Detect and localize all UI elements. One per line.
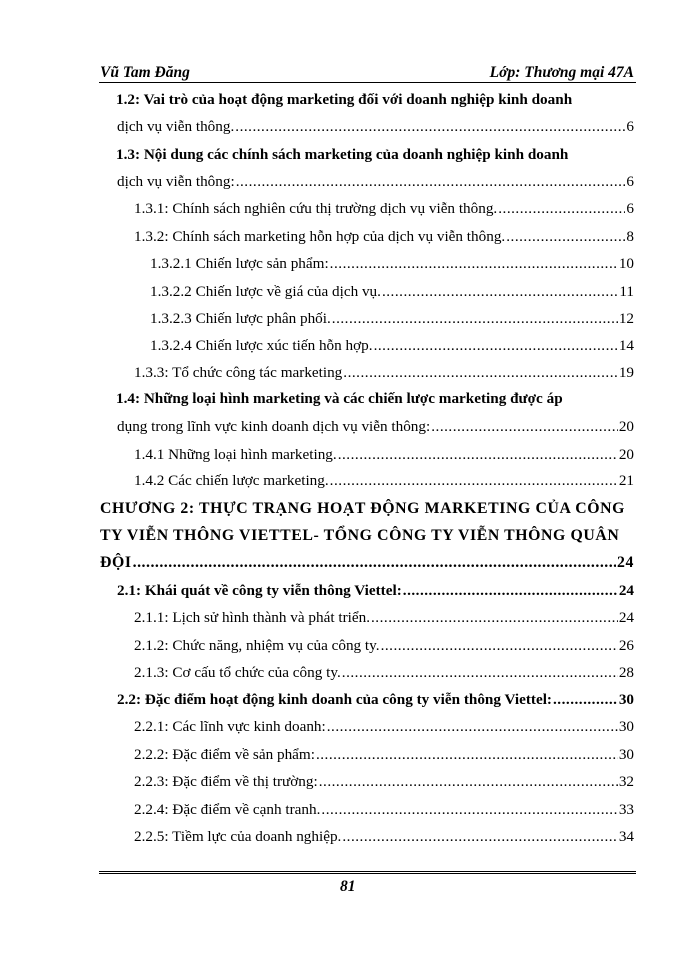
header-author: Vũ Tam Đăng (100, 64, 190, 81)
toc-entry: 1.3.3: Tổ chức công tác marketing ..... 19 (134, 364, 634, 382)
toc-entry: 2.1.1: Lịch sử hình thành và phát triển. ..... 24 (134, 609, 634, 627)
toc-entry: 1.4.1 Những loại hình marketing. ..... 20 (134, 446, 634, 464)
toc-entry: 2.2.4: Đặc điểm về cạnh tranh. ..... 33 (134, 801, 634, 819)
toc-entry: 1.3.2.2 Chiến lược về giá của dịch vụ. ..... 11 (150, 283, 634, 301)
chapter-heading: CHƯƠNG 2: THỰC TRẠNG HOẠT ĐỘNG MARKETING CỦA CÔNG (100, 500, 625, 517)
toc-entry: 2.2.2: Đặc điểm về sản phẩm: ..... 30 (134, 746, 634, 764)
toc-entry: 1.3.2: Chính sách marketing hỗn hợp của dịch vụ viễn thông. ..... 8 (134, 228, 634, 246)
footer-rule (99, 871, 636, 874)
toc-entry: dụng trong lĩnh vực kinh doanh dịch vụ viễn thông: ..... 20 (117, 418, 634, 436)
toc-entry: 1.3.2.1 Chiến lược sản phẩm: ..... 10 (150, 255, 634, 273)
toc-entry: 1.3.2.4 Chiến lược xúc tiến hỗn hợp. ..... 14 (150, 337, 634, 355)
toc-entry: dịch vụ viễn thông: ..... 6 (117, 173, 634, 191)
toc-entry: dịch vụ viễn thông. ..... 6 (117, 118, 634, 136)
toc-entry: 1.3.1: Chính sách nghiên cứu thị trường dịch vụ viễn thông. ..... 6 (134, 200, 634, 218)
toc-entry: 2.2.1: Các lĩnh vực kinh doanh: ..... 30 (134, 718, 634, 736)
header-class: Lớp: Thương mại 47A (489, 64, 634, 81)
chapter-heading: ĐỘI ..... 24 (100, 554, 634, 572)
toc-entry: 2.1: Khái quát về công ty viễn thông Viettel: ..... 24 (117, 582, 634, 600)
toc-entry: 2.2: Đặc điểm hoạt động kinh doanh của công ty viễn thông Viettel: ..... 30 (117, 691, 634, 709)
running-header (99, 62, 636, 83)
toc-entry: 2.2.3: Đặc điểm về thị trường: ..... 32 (134, 773, 634, 791)
toc-entry: 1.4: Những loại hình marketing và các chiến lược marketing được áp (116, 390, 563, 407)
toc-entry: 2.1.2: Chức năng, nhiệm vụ của công ty. ..... 26 (134, 637, 634, 655)
toc-entry: 1.3.2.3 Chiến lược phân phối. ..... 12 (150, 310, 634, 328)
toc-entry: 1.4.2 Các chiến lược marketing. ..... 21 (134, 472, 634, 490)
chapter-heading: TY VIỄN THÔNG VIETTEL- TỔNG CÔNG TY VIỄN THÔNG QUÂN (100, 527, 620, 544)
toc-entry: 2.2.5: Tiềm lực của doanh nghiệp. ..... 34 (134, 828, 634, 846)
toc-entry: 1.3: Nội dung các chính sách marketing của doanh nghiệp kinh doanh (116, 146, 569, 163)
toc-entry: 2.1.3: Cơ cấu tổ chức của công ty. ..... 28 (134, 664, 634, 682)
page-number: 81 (340, 878, 356, 895)
toc-entry: 1.2: Vai trò của hoạt động marketing đối với doanh nghiệp kinh doanh (116, 91, 573, 108)
